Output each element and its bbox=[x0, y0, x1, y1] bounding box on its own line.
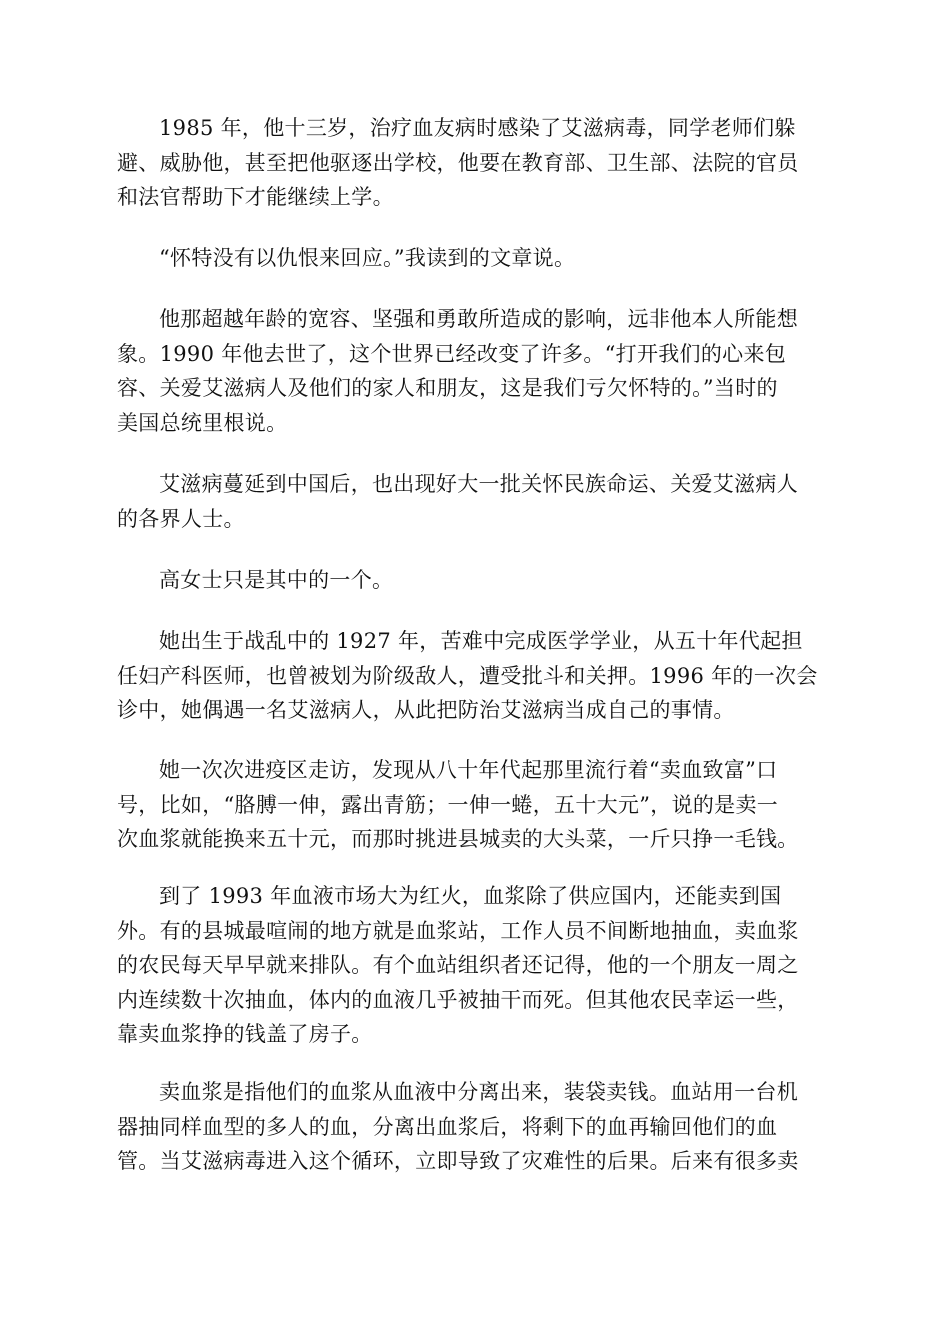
paragraph-line: 到了 1993 年血液市场大为红火，血浆除了供应国内，还能卖到国 bbox=[159, 884, 782, 908]
paragraph-line: 外。有的县城最喧闹的地方就是血浆站，工作人员不间断地抽血，卖血浆 bbox=[117, 918, 799, 943]
paragraph-5 bbox=[117, 563, 839, 598]
paragraph-6 bbox=[117, 624, 839, 728]
paragraph-line: 的农民每天早早就来排队。有个血站组织者还记得，他的一个朋友一周之 bbox=[117, 953, 799, 977]
paragraph-line: 内连续数十次抽血，体内的血液几乎被抽干而死。但其他农民幸运一些， bbox=[117, 987, 799, 1012]
paragraph-line: 避、威胁他，甚至把他驱逐出学校，他要在教育部、卫生部、法院的官员 bbox=[117, 150, 799, 175]
paragraph-line: 象。1990 年他去世了，这个世界已经改变了许多。“打开我们的心来包 bbox=[117, 341, 787, 366]
paragraph-7 bbox=[117, 753, 839, 857]
paragraph-line: 她一次次进疫区走访，发现从八十年代起那里流行着“卖血致富”口 bbox=[159, 758, 778, 782]
paragraph-line: 1985 年，他十三岁，治疗血友病时感染了艾滋病毒，同学老师们躲 bbox=[159, 116, 796, 140]
paragraph-line: 容、关爱艾滋病人及他们的家人和朋友，这是我们亏欠怀特的。”当时的 bbox=[117, 376, 778, 400]
paragraph-line: 诊中，她偶遇一名艾滋病人，从此把防治艾滋病当成自己的事情。 bbox=[117, 698, 735, 722]
paragraph-line: 他那超越年龄的宽容、坚强和勇敢所造成的影响，远非他本人所能想 bbox=[159, 307, 798, 331]
paragraph-line: 任妇产科医师，也曾被划为阶级敌人，遭受批斗和关押。1996 年的一次会 bbox=[117, 663, 818, 688]
paragraph-line: 号，比如，“胳膊一伸，露出青筋；一伸一蜷，五十大元”，说的是卖一 bbox=[117, 792, 779, 817]
paragraph-line: 美国总统里根说。 bbox=[117, 410, 288, 435]
paragraph-line: “怀特没有以仇恨来回应。”我读到的文章说。 bbox=[159, 246, 576, 270]
paragraph-line: 器抽同样血型的多人的血，分离出血浆后，将剩下的血再输回他们的血 bbox=[117, 1114, 778, 1139]
paragraph-line: 靠卖血浆挣的钱盖了房子。 bbox=[117, 1022, 373, 1046]
paragraph-4 bbox=[117, 467, 839, 536]
paragraph-line: 卖血浆是指他们的血浆从血液中分离出来，装袋卖钱。血站用一台机 bbox=[159, 1080, 798, 1104]
paragraph-line: 次血浆就能换来五十元，而那时挑进县城卖的大头菜，一斤只挣一毛钱。 bbox=[117, 827, 799, 851]
paragraph-2 bbox=[117, 241, 839, 276]
paragraph-line: 和法官帮助下才能继续上学。 bbox=[117, 185, 394, 209]
paragraph-line: 高女士只是其中的一个。 bbox=[159, 568, 394, 592]
paragraph-line: 管。当艾滋病毒进入这个循环，立即导致了灾难性的后果。后来有很多卖 bbox=[117, 1149, 799, 1173]
paragraph-line: 的各界人士。 bbox=[117, 506, 245, 531]
paragraph-9 bbox=[117, 1075, 839, 1179]
paragraph-line: 她出生于战乱中的 1927 年，苦难中完成医学学业，从五十年代起担 bbox=[159, 629, 803, 653]
paragraph-1 bbox=[117, 111, 839, 215]
paragraph-3 bbox=[117, 302, 839, 440]
paragraph-8 bbox=[117, 879, 839, 1052]
paragraph-line: 艾滋病蔓延到中国后，也出现好大一批关怀民族命运、关爱艾滋病人 bbox=[159, 472, 798, 496]
